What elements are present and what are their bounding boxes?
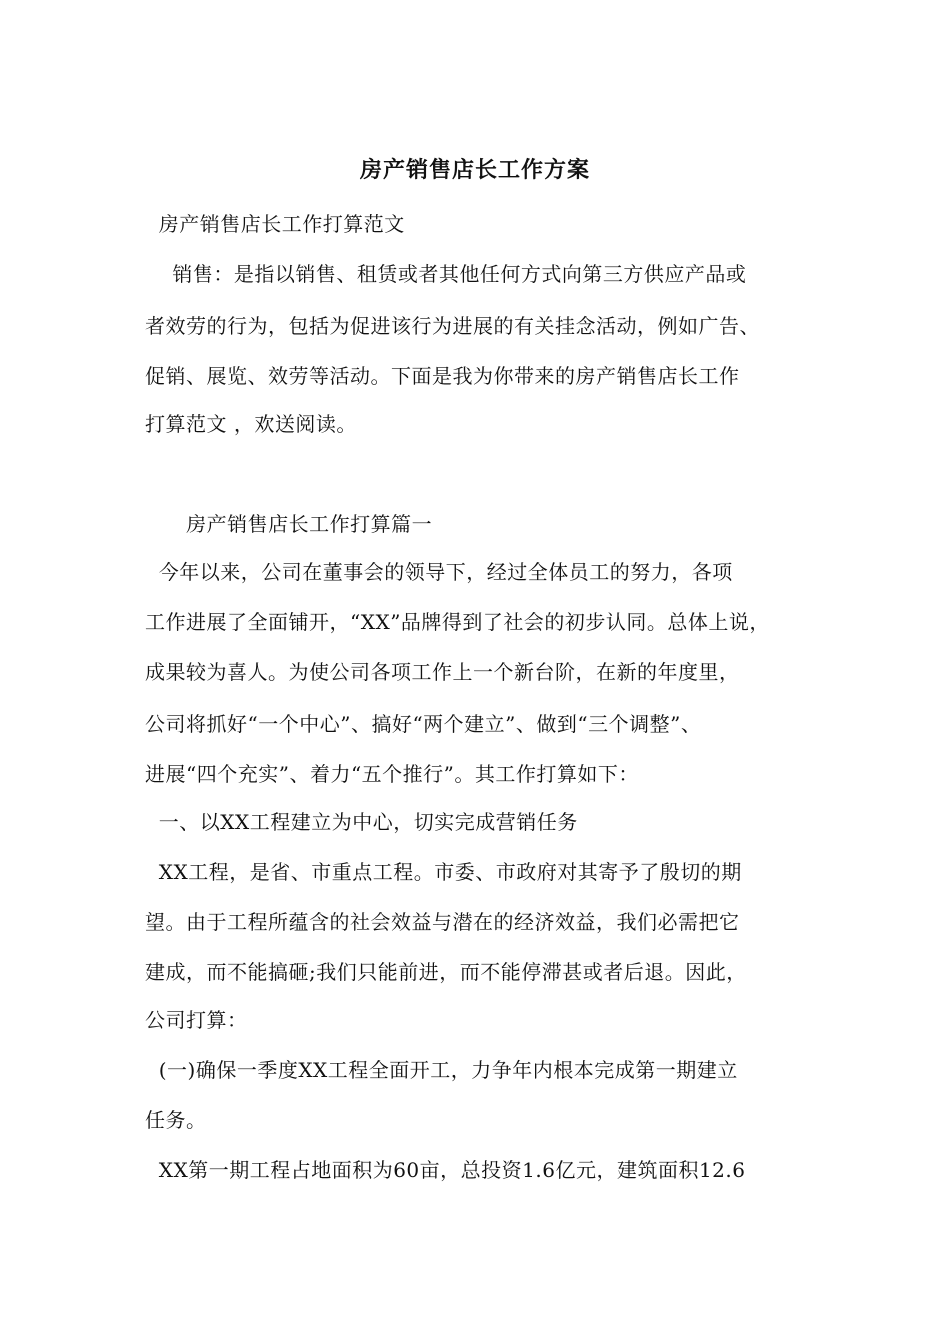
- paragraph-line: 进展“四个充实”、着力“五个推行”。其工作打算如下：: [145, 762, 639, 786]
- paragraph-line: 今年以来，公司在董事会的领导下，经过全体员工的努力，各项: [145, 560, 733, 584]
- paragraph-line: 打算范文 ，欢送阅读。: [145, 412, 357, 436]
- paragraph-line: 公司打算：: [145, 1008, 248, 1032]
- paragraph-line: 成果较为喜人。为使公司各项工作上一个新台阶，在新的年度里，: [145, 660, 740, 684]
- paragraph-line: 公司将抓好“一个中心”、搞好“两个建立”、做到“三个调整”、: [145, 712, 702, 736]
- paragraph-line: 者效劳的行为，包括为促进该行为进展的有关挂念活动，例如广告、: [145, 314, 760, 338]
- document-title: 房产销售店长工作方案: [359, 157, 590, 183]
- paragraph-line: XX第一期工程占地面积为60亩，总投资1.6亿元，建筑面积12.6: [145, 1158, 746, 1182]
- paragraph-line: 任务。: [145, 1108, 207, 1132]
- paragraph-line: 建成，而不能搞砸;我们只能前进，而不能停滞甚或者后退。因此，: [145, 960, 747, 984]
- section-heading: 房产销售店长工作打算篇一: [145, 512, 433, 536]
- paragraph-line: 销售：是指以销售、租赁或者其他任何方式向第三方供应产品或: [145, 262, 747, 286]
- paragraph-line: (一)确保一季度XX工程全面开工，力争年内根本完成第一期建立: [145, 1058, 738, 1082]
- subheading-line: 一、以XX工程建立为中心，切实完成营销任务: [145, 810, 578, 834]
- paragraph-line: 促销、展览、效劳等活动。下面是我为你带来的房产销售店长工作: [145, 364, 740, 388]
- paragraph-line: 工作进展了全面铺开，“XX”品牌得到了社会的初步认同。总体上说，: [145, 610, 770, 634]
- paragraph-line: XX工程，是省、市重点工程。市委、市政府对其寄予了殷切的期: [145, 860, 742, 884]
- paragraph-line: 望。由于工程所蕴含的社会效益与潜在的经济效益，我们必需把它: [145, 910, 740, 934]
- subtitle-line: 房产销售店长工作打算范文: [145, 212, 405, 236]
